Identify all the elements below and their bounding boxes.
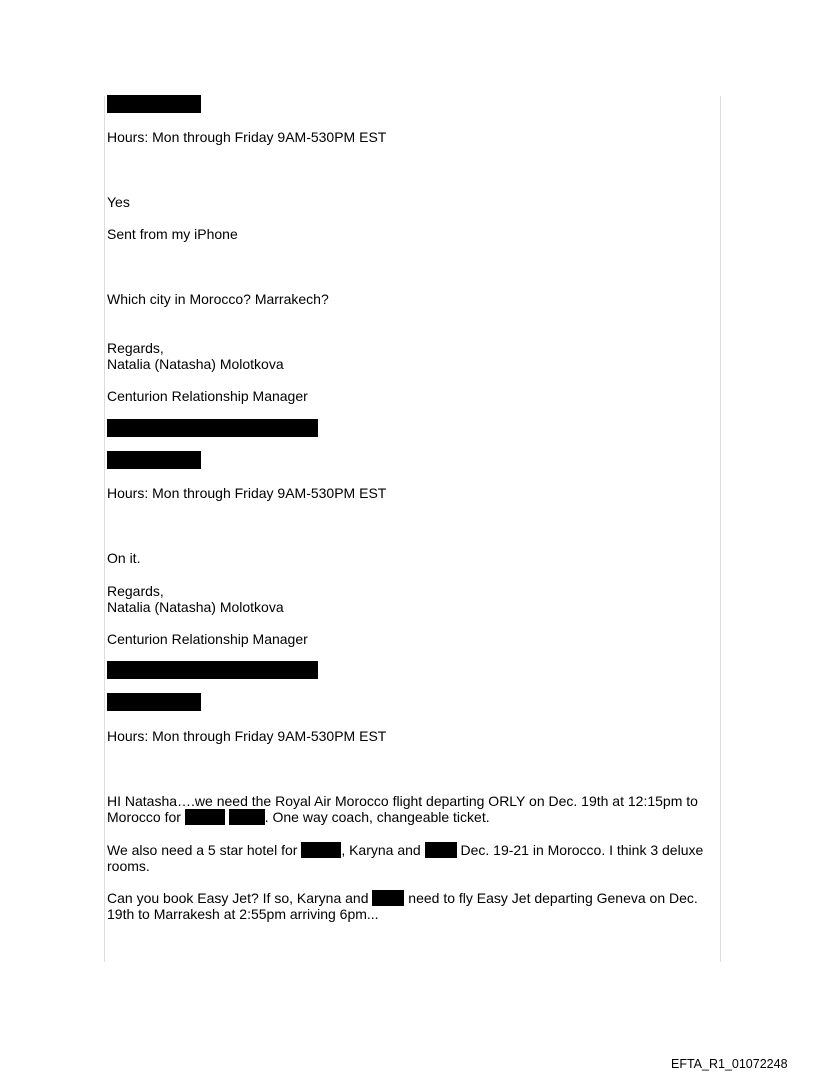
message-line xyxy=(107,842,703,858)
redaction-block xyxy=(107,451,201,469)
regards-line: Regards, xyxy=(107,583,164,599)
message-text: , Karyna and xyxy=(341,842,421,858)
message-text: Morocco for xyxy=(107,809,181,825)
message-text: need to fly Easy Jet departing Geneva on Dec. xyxy=(408,890,698,906)
redaction-block xyxy=(107,693,201,711)
sender-title: Centurion Relationship Manager xyxy=(107,631,308,647)
message-signature: Sent from my iPhone xyxy=(107,226,238,242)
redaction-block xyxy=(301,842,341,858)
redaction-block xyxy=(372,890,404,906)
sender-title: Centurion Relationship Manager xyxy=(107,388,308,404)
message-text: Which city in Morocco? Marrakech? xyxy=(107,291,329,307)
hours-line: Hours: Mon through Friday 9AM-530PM EST xyxy=(107,129,387,145)
message-text: . One way coach, changeable ticket. xyxy=(264,809,490,825)
message-text: We also need a 5 star hotel for xyxy=(107,842,298,858)
message-text: Can you book Easy Jet? If so, Karyna and xyxy=(107,890,369,906)
sender-name: Natalia (Natasha) Molotkova xyxy=(107,356,284,372)
redaction-block xyxy=(425,842,457,858)
regards-line: Regards, xyxy=(107,340,164,356)
hours-line: Hours: Mon through Friday 9AM-530PM EST xyxy=(107,728,387,744)
sender-name: Natalia (Natasha) Molotkova xyxy=(107,599,284,615)
message-line xyxy=(107,890,698,906)
message-text: On it. xyxy=(107,550,141,566)
redaction-block xyxy=(107,661,318,679)
redaction-block xyxy=(107,419,318,437)
message-line: 19th to Marrakesh at 2:55pm arriving 6pm... xyxy=(107,906,379,922)
redaction-block xyxy=(229,809,265,825)
message-line: HI Natasha….we need the Royal Air Morocco flight departing ORLY on Dec. 19th at 12:15pm to xyxy=(107,793,698,809)
message-text: Dec. 19-21 in Morocco. I think 3 deluxe xyxy=(460,842,704,858)
redaction-block xyxy=(185,809,225,825)
message-line xyxy=(107,809,490,825)
document-id: EFTA_R1_01072248 xyxy=(671,1057,788,1071)
message-text: Yes xyxy=(107,194,130,210)
message-line: rooms. xyxy=(107,858,150,874)
redaction-block xyxy=(107,95,201,113)
hours-line: Hours: Mon through Friday 9AM-530PM EST xyxy=(107,485,387,501)
